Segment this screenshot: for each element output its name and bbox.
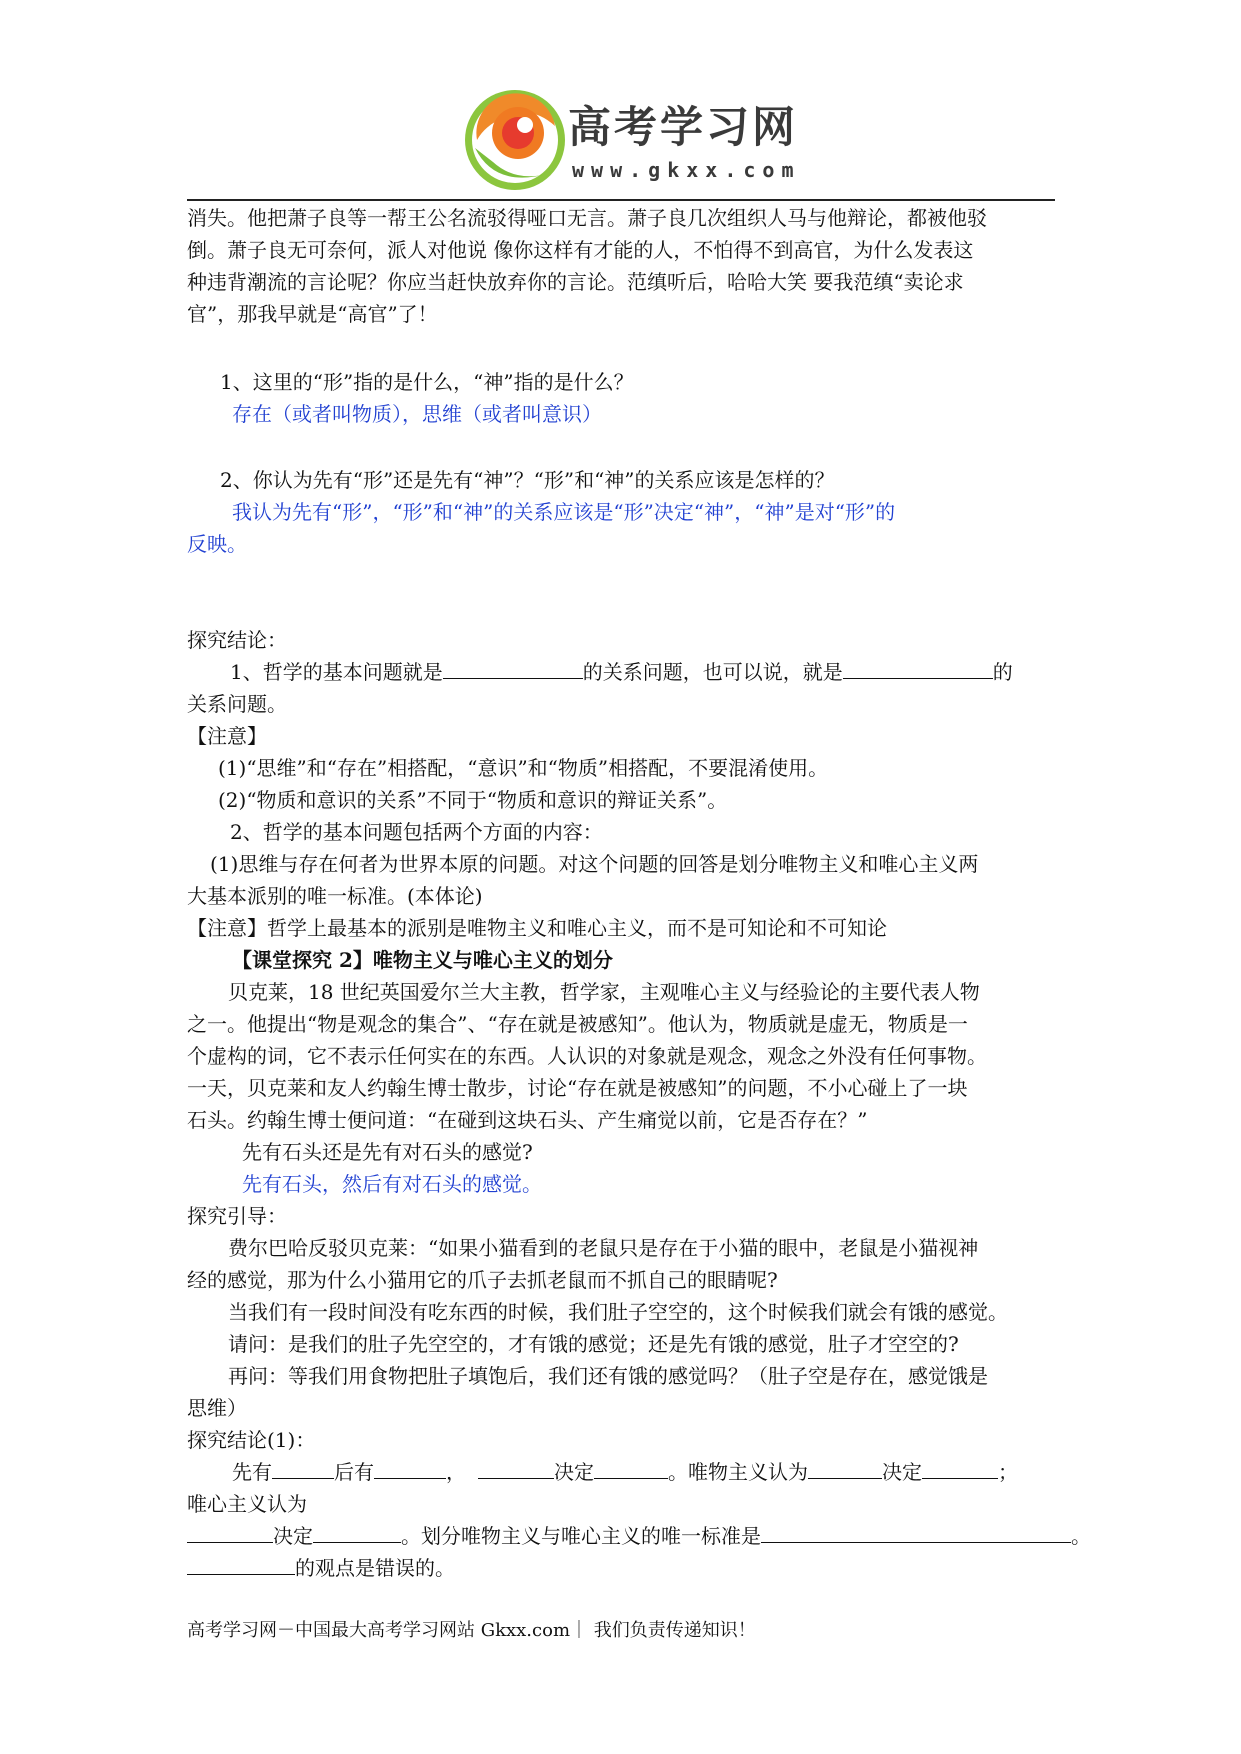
story-line: 种违背潮流的言论呢？你应当赶快放弃你的言论。范缜听后，哈哈大笑 要我范缜“卖论求	[187, 270, 964, 294]
conclusion2-text: 决定	[882, 1460, 922, 1484]
conclusion2-line4	[187, 1552, 1067, 1584]
answer-2: 我认为先有“形”，“形”和“神”的关系应该是“形”决定“神”，“神”是对“形”的	[232, 500, 896, 524]
guide-line: 请问：是我们的肚子先空空的，才有饿的感觉；还是先有饿的感觉，肚子才空空的?	[228, 1332, 959, 1356]
conclusion-p2-item: (1)思维与存在何者为世界本原的问题。对这个问题的回答是划分唯物主义和唯心主义两	[210, 852, 979, 876]
note-item: (2)“物质和意识的关系”不同于“物质和意识的辩证关系”。	[218, 788, 728, 812]
conclusion2-text: ；	[998, 1460, 1018, 1484]
section-title	[232, 944, 1112, 976]
logo-swirl-icon	[455, 78, 573, 196]
conclusion2-heading: 探究结论(1)：	[187, 1428, 316, 1452]
header-divider	[187, 199, 1055, 201]
fill-blank[interactable]	[808, 1456, 882, 1479]
paragraph-line: 个虚构的词，它不表示任何实在的东西。人认识的对象就是观念，观念之外没有任何事物。	[187, 1044, 987, 1068]
fill-blank[interactable]	[478, 1456, 554, 1479]
fill-blank[interactable]	[313, 1520, 401, 1543]
question-1: 1、这里的“形”指的是什么，“神”指的是什么？	[220, 370, 634, 394]
fill-blank[interactable]	[374, 1456, 446, 1479]
conclusion2-text: 先有	[232, 1460, 272, 1484]
conclusion-p1-text: 的	[992, 660, 1013, 684]
inquiry-answer: 先有石头，然后有对石头的感觉。	[242, 1172, 542, 1196]
story-line: 倒。萧子良无可奈何，派人对他说 像你这样有才能的人，不怕得不到高官，为什么发表这	[187, 238, 974, 262]
conclusion2-text: 。	[1071, 1524, 1091, 1548]
fill-blank[interactable]	[761, 1520, 1071, 1543]
page-footer: 高考学习网－中国最大高考学习网站 Gkxx.com｜ 我们负责传递知识！	[187, 1620, 756, 1641]
conclusion2-text: ，	[446, 1460, 466, 1484]
fill-blank[interactable]	[843, 656, 993, 679]
conclusion2-text: 。唯物主义认为	[668, 1460, 808, 1484]
story-line: 消失。他把萧子良等一帮王公名流驳得哑口无言。萧子良几次组织人马与他辩论，都被他驳	[187, 206, 987, 230]
fill-blank[interactable]	[187, 1552, 295, 1575]
conclusion-p1-text: 1、哲学的基本问题就是	[230, 660, 443, 684]
section-title-prefix: 【课堂探究 2】	[232, 948, 373, 972]
guide-line: 思维）	[187, 1396, 247, 1420]
conclusion-p1-cont: 关系问题。	[187, 692, 287, 716]
conclusion-p2: 2、哲学的基本问题包括两个方面的内容：	[230, 820, 603, 844]
fill-blank[interactable]	[594, 1456, 668, 1479]
conclusion-p1-text: 的关系问题，也可以说，就是	[582, 660, 843, 684]
conclusion-p1	[230, 656, 1110, 688]
logo-title: 高考学习网	[568, 103, 798, 153]
conclusion2-line3	[187, 1520, 1091, 1552]
conclusion2-text: 后有	[334, 1460, 374, 1484]
guide-line: 经的感觉，那为什么小猫用它的爪子去抓老鼠而不抓自己的眼睛呢?	[187, 1268, 778, 1292]
fill-blank[interactable]	[187, 1520, 273, 1543]
conclusion2-text: 。划分唯物主义与唯心主义的唯一标准是	[401, 1524, 761, 1548]
fill-blank[interactable]	[922, 1456, 998, 1479]
paragraph-line: 贝克莱，18 世纪英国爱尔兰大主教，哲学家，主观唯心主义与经验论的主要代表人物	[228, 980, 980, 1004]
conclusion2-text: 决定	[554, 1460, 594, 1484]
guide-heading: 探究引导：	[187, 1204, 287, 1228]
paragraph-line: 一天，贝克莱和友人约翰生博士散步，讨论“存在就是被感知”的问题，不小心碰上了一块	[187, 1076, 968, 1100]
note-item: 【注意】哲学上最基本的派别是唯物主义和唯心主义，而不是可知论和不可知论	[187, 916, 887, 940]
note-item: (1)“思维”和“存在”相搭配，“意识”和“物质”相搭配，不要混淆使用。	[218, 756, 829, 780]
conclusion2-line2: 唯心主义认为	[187, 1492, 307, 1516]
fill-blank[interactable]	[272, 1456, 334, 1479]
section-title-main: 唯物主义与唯心主义的划分	[372, 948, 613, 972]
paragraph-line: 石头。约翰生博士便问道：“在碰到这块石头、产生痛觉以前，它是否存在？”	[187, 1108, 868, 1132]
story-line: 官”，那我早就是“高官”了！	[187, 302, 438, 326]
question-2: 2、你认为先有“形”还是先有“神”？“形”和“神”的关系应该是怎样的？	[220, 468, 835, 492]
site-logo	[455, 78, 801, 196]
conclusion2-line1	[232, 1456, 1112, 1488]
logo-url: www.gkxx.com	[572, 158, 801, 182]
inquiry-question: 先有石头还是先有对石头的感觉?	[242, 1140, 533, 1164]
paragraph-line: 之一。他提出“物是观念的集合”、“存在就是被感知”。他认为，物质就是虚无，物质是一	[187, 1012, 968, 1036]
conclusion2-text: 的观点是错误的。	[295, 1556, 455, 1580]
answer-2-cont: 反映。	[187, 532, 247, 556]
fill-blank[interactable]	[443, 656, 583, 679]
guide-line: 再问：等我们用食物把肚子填饱后，我们还有饿的感觉吗？（肚子空是存在，感觉饿是	[228, 1364, 988, 1388]
conclusion2-text: 决定	[273, 1524, 313, 1548]
conclusion-heading: 探究结论：	[187, 628, 287, 652]
answer-1: 存在（或者叫物质），思维（或者叫意识）	[232, 402, 602, 426]
guide-line: 费尔巴哈反驳贝克莱：“如果小猫看到的老鼠只是存在于小猫的眼中，老鼠是小猫视神	[228, 1236, 979, 1260]
note-heading: 【注意】	[187, 724, 267, 748]
conclusion-p2-item-cont: 大基本派别的唯一标准。(本体论)	[187, 884, 483, 908]
guide-line: 当我们有一段时间没有吃东西的时候，我们肚子空空的，这个时候我们就会有饿的感觉。	[228, 1300, 1008, 1324]
